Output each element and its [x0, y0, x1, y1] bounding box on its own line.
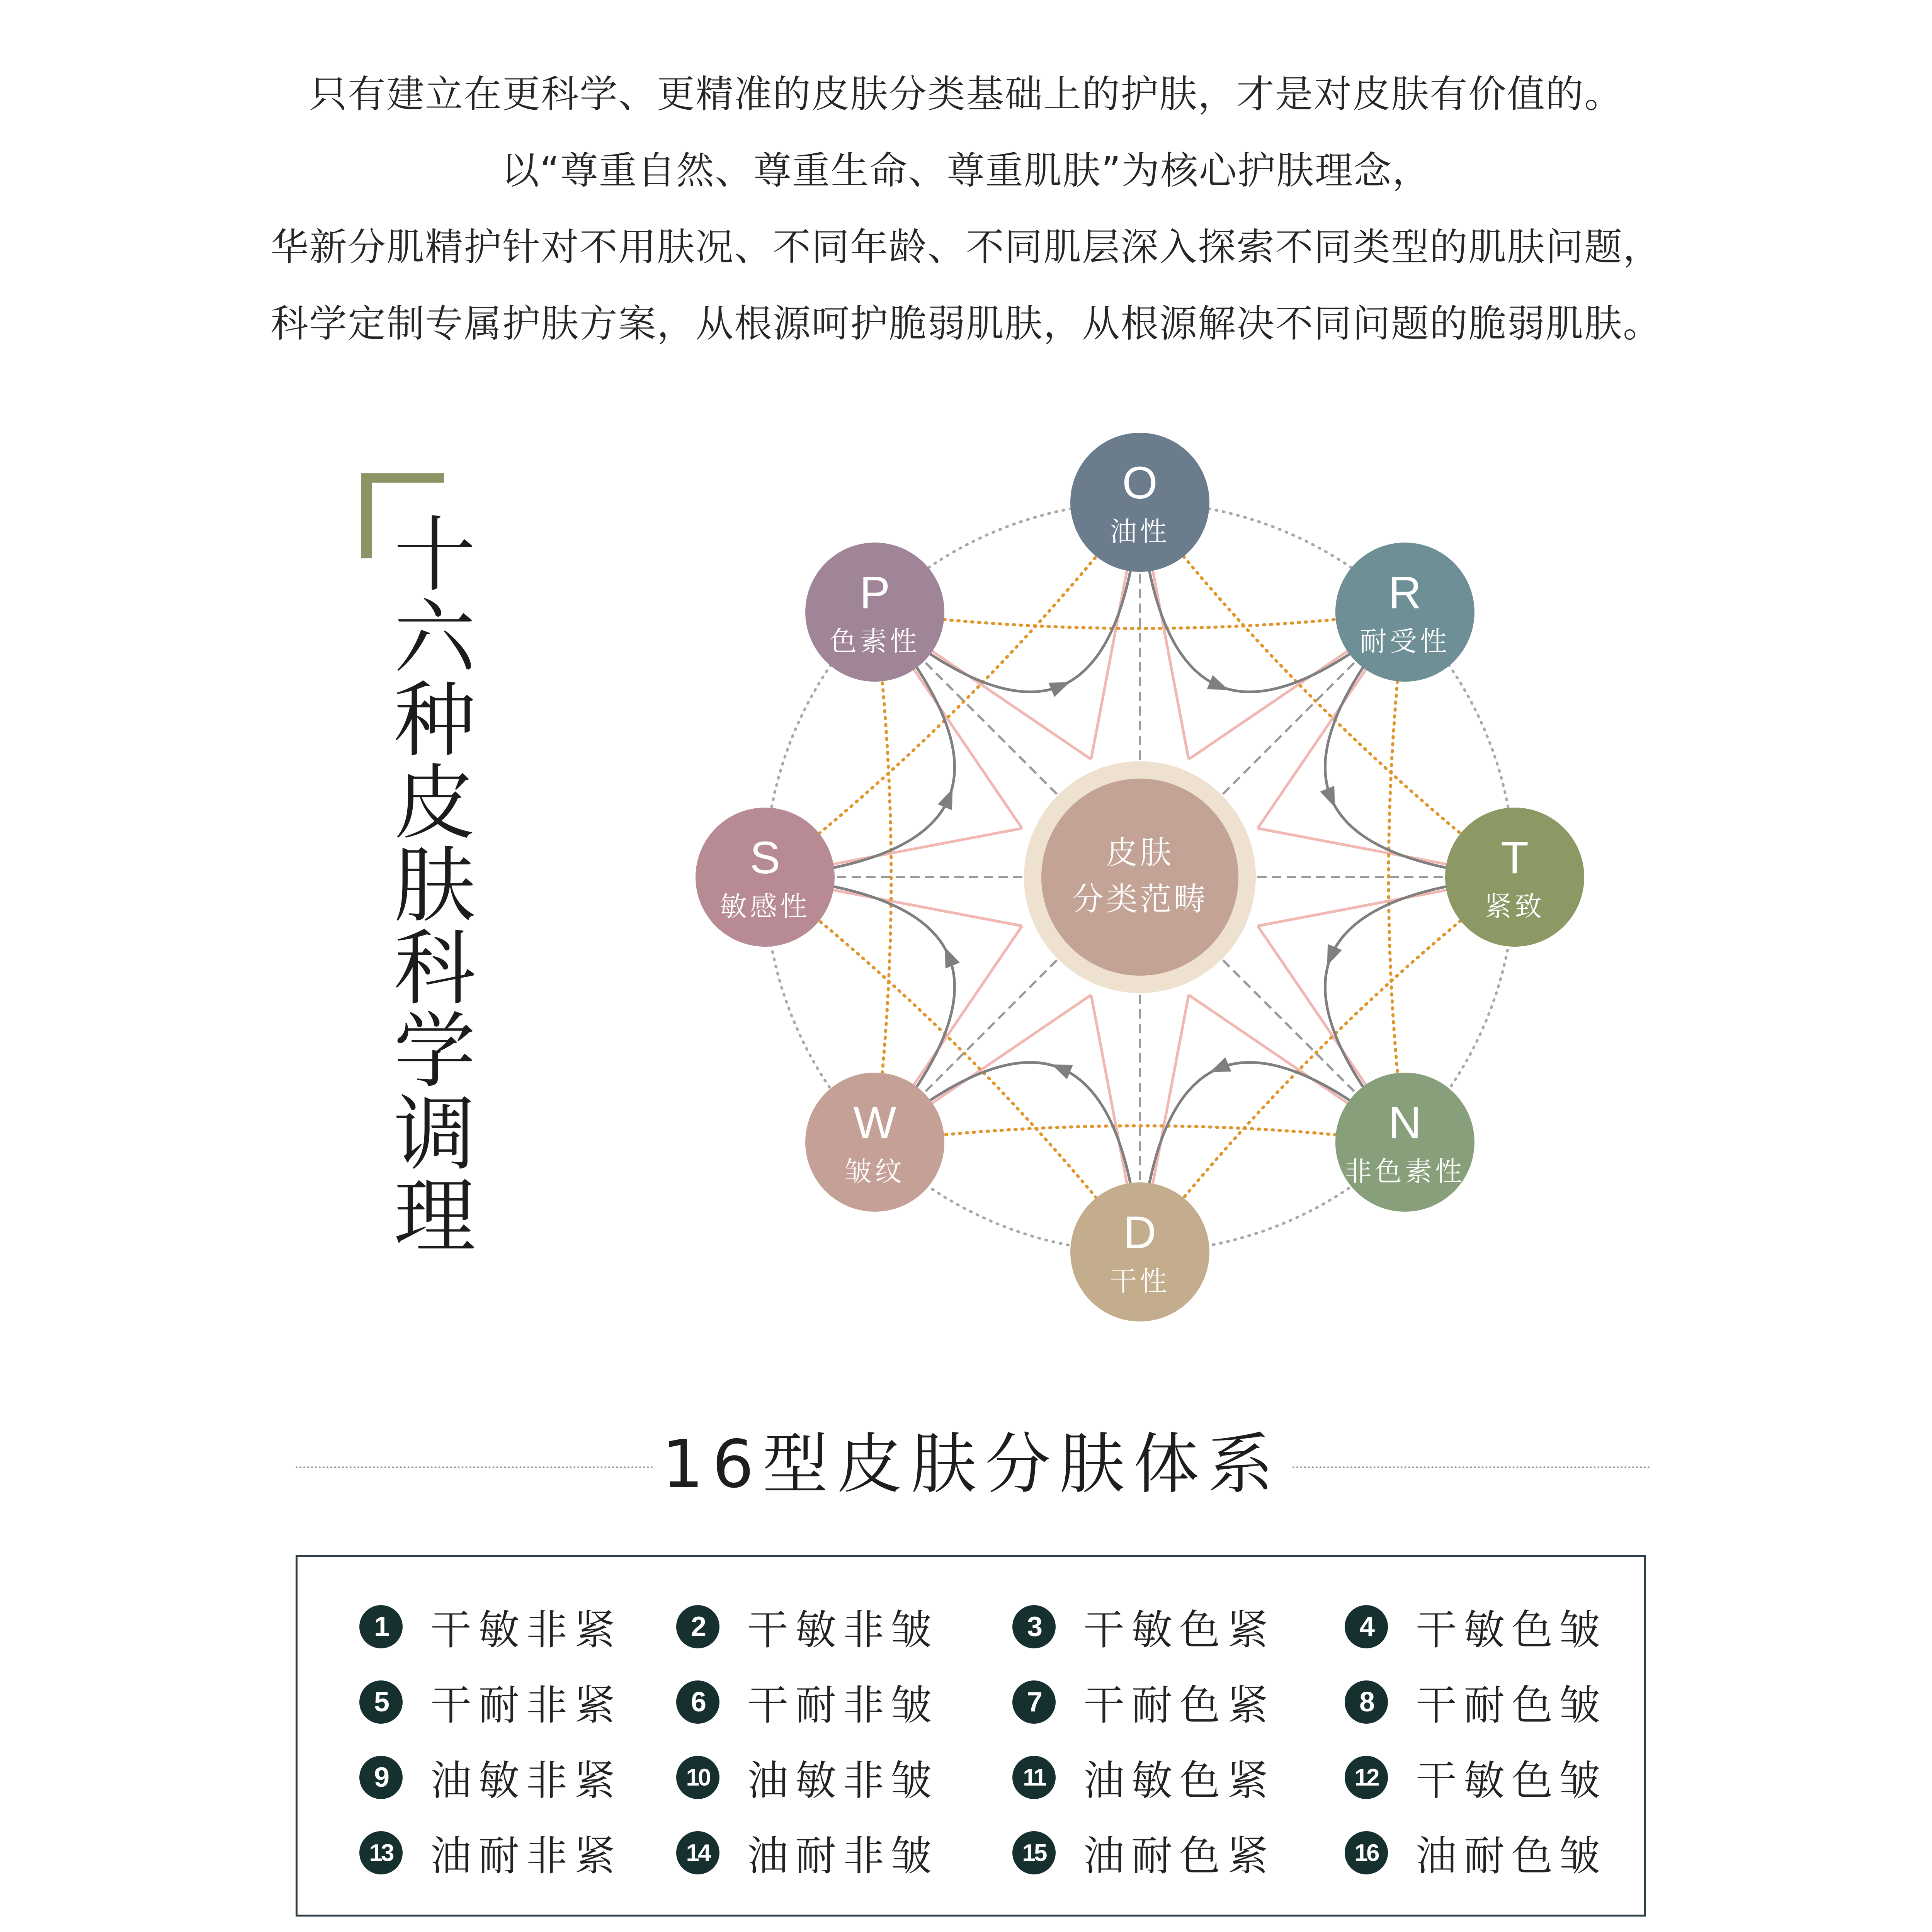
type-name: 油敏非皱: [747, 1757, 939, 1804]
intro-line: 华新分肌精护针对不用肤况、不同年龄、不同肌层深入探索不同类型的肌肤问题，: [270, 225, 1662, 269]
type-number-badge: 7: [1012, 1680, 1056, 1724]
arrowhead-icon: [938, 944, 960, 968]
type-number-badge: 2: [676, 1605, 719, 1648]
type-number-badge: 13: [359, 1831, 403, 1874]
type-name: 干耐色皱: [1416, 1682, 1607, 1729]
arrowhead-icon: [1207, 675, 1231, 697]
arrowhead-icon: [1048, 675, 1073, 697]
node-name: 敏感性: [720, 891, 810, 922]
type-number-badge: 6: [676, 1680, 719, 1724]
skin-type-item: [676, 1677, 939, 1727]
type-name: 油耐色皱: [1416, 1832, 1607, 1880]
type-number-badge: 8: [1345, 1680, 1388, 1724]
skin-node-p: [805, 543, 944, 682]
skin-type-item: [1012, 1602, 1275, 1652]
skin-type-item: [1012, 1828, 1275, 1878]
skin-type-item: [676, 1602, 939, 1652]
skin-node-r: [1335, 543, 1475, 682]
vertical-title: 十六种皮肤科学调理: [394, 507, 476, 1264]
skin-node-o: [1070, 433, 1209, 572]
arrowhead-icon: [1207, 1057, 1231, 1079]
type-number-badge: 14: [676, 1831, 719, 1874]
type-name: 油敏非紧: [430, 1757, 622, 1804]
type-name: 干耐非皱: [747, 1682, 939, 1729]
type-name: 干敏色紧: [1083, 1606, 1275, 1654]
skin-type-item: [1345, 1752, 1607, 1803]
skin-node-s: [696, 808, 835, 947]
node-letter: S: [750, 832, 781, 883]
arrowhead-icon: [1320, 944, 1342, 968]
node-letter: N: [1388, 1097, 1422, 1148]
center-disc: [1041, 779, 1238, 976]
intro-line: 只有建立在更科学、更精准的皮肤分类基础上的护肤，才是对皮肤有价值的。: [309, 72, 1623, 116]
skin-node-n: [1335, 1073, 1475, 1212]
type-name: 干敏非紧: [430, 1606, 622, 1654]
skin-type-item: [1345, 1602, 1607, 1652]
type-name: 干耐色紧: [1083, 1682, 1275, 1729]
node-name: 色素性: [830, 626, 920, 658]
type-number-badge: 5: [359, 1680, 403, 1724]
node-letter: D: [1123, 1207, 1156, 1258]
center-label-line1: 皮肤: [1105, 835, 1174, 871]
type-name: 干敏非皱: [747, 1606, 939, 1654]
node-name: 紧致: [1485, 891, 1545, 922]
type-number-badge: 1: [359, 1605, 403, 1648]
section-title: 16型皮肤分肤体系: [662, 1426, 1282, 1503]
type-number-badge: 9: [359, 1756, 403, 1799]
type-name: 油敏色紧: [1083, 1757, 1275, 1804]
type-name: 油耐非皱: [747, 1832, 939, 1880]
skin-type-item: [359, 1752, 622, 1803]
intro-line: 以“尊重自然、尊重生命、尊重肌肤”为核心护肤理念，: [501, 149, 1431, 193]
arrowhead-icon: [938, 786, 960, 810]
node-letter: O: [1122, 457, 1158, 509]
type-number-badge: 16: [1345, 1831, 1388, 1874]
skin-type-item: [359, 1677, 622, 1727]
arrowhead-icon: [1048, 1057, 1073, 1079]
type-number-badge: 4: [1345, 1605, 1388, 1648]
type-number-badge: 10: [676, 1756, 719, 1799]
node-letter: P: [859, 567, 890, 619]
type-number-badge: 3: [1012, 1605, 1056, 1648]
node-letter: T: [1500, 832, 1529, 883]
skin-node-d: [1070, 1182, 1209, 1321]
skin-type-item: [359, 1828, 622, 1878]
section-divider-right: [1293, 1466, 1650, 1468]
intro-line: 科学定制专属护肤方案，从根源呵护脆弱肌肤，从根源解决不同问题的脆弱肌肤。: [270, 302, 1662, 346]
skin-type-item: [1012, 1752, 1275, 1803]
type-number-badge: 15: [1012, 1831, 1056, 1874]
node-name: 皱纹: [845, 1155, 905, 1187]
center-label-line2: 分类范畴: [1071, 881, 1208, 918]
skin-type-item: [1345, 1677, 1607, 1727]
arrowhead-icon: [1320, 786, 1342, 810]
node-name: 非色素性: [1344, 1155, 1465, 1187]
skin-type-item: [676, 1828, 939, 1878]
skin-node-t: [1445, 808, 1584, 947]
type-number-badge: 12: [1345, 1756, 1388, 1799]
node-name: 干性: [1110, 1265, 1170, 1297]
center-circle: [1024, 761, 1256, 993]
node-letter: R: [1388, 567, 1422, 619]
type-number-badge: 11: [1012, 1756, 1056, 1799]
type-name: 油耐非紧: [430, 1832, 622, 1880]
type-name: 干耐非紧: [430, 1682, 622, 1729]
skin-types-box: [296, 1555, 1646, 1917]
type-name: 干敏色皱: [1416, 1757, 1607, 1804]
skin-type-item: [676, 1752, 939, 1803]
skin-type-item: [1012, 1677, 1275, 1727]
skin-type-item: [359, 1602, 622, 1652]
section-divider-left: [296, 1466, 653, 1468]
type-name: 油耐色紧: [1083, 1832, 1275, 1880]
skin-type-item: [1345, 1828, 1607, 1878]
node-name: 油性: [1110, 516, 1170, 548]
type-name: 干敏色皱: [1416, 1606, 1607, 1654]
skin-node-w: [805, 1073, 944, 1212]
node-letter: W: [853, 1097, 896, 1148]
node-name: 耐受性: [1359, 626, 1450, 658]
